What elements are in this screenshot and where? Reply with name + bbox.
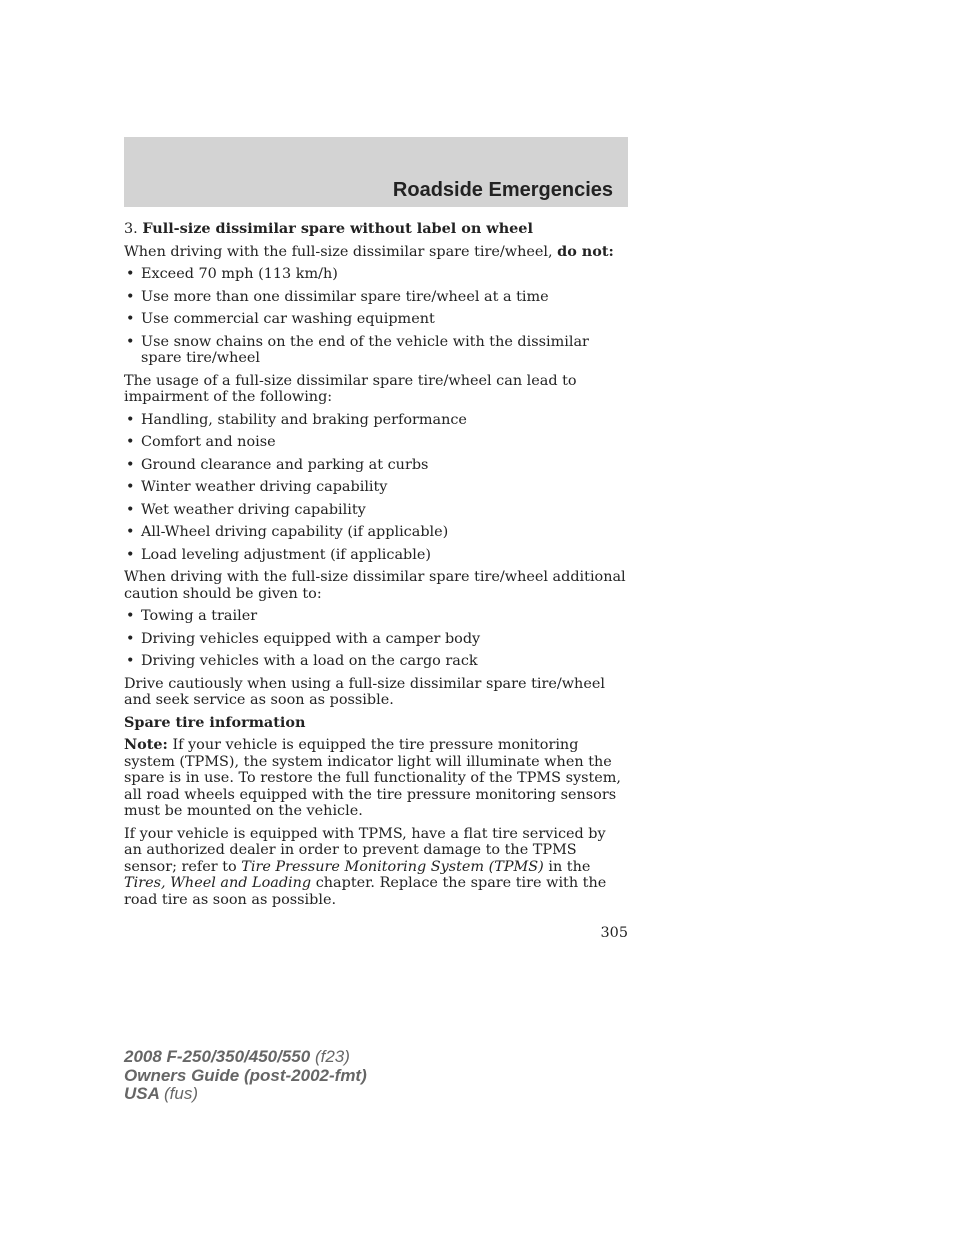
- tpms-paragraph: If your vehicle is equipped with TPMS, have a flat tire serviced by an authorized dealer in order to prevent damage to the TPMS sensor; refer to Tire Pressure Monitoring System (TPMS) in the Tires, Wheel and Loading chapter. Replace the spare tire with the road tire as soon as possible.: [124, 825, 607, 908]
- list-item: • Winter weather driving capability: [124, 479, 628, 496]
- list-item: • Wet weather driving capability: [124, 502, 628, 519]
- footer-region-line: USA (fus): [124, 1084, 198, 1103]
- cautions-list: [124, 608, 628, 670]
- chapter-reference: Tires, Wheel and Loading: [124, 875, 312, 891]
- list-item: • Use commercial car washing equipment: [124, 311, 628, 328]
- list-item: • Exceed 70 mph (113 km/h): [124, 266, 628, 283]
- list-item: • Ground clearance and parking at curbs: [124, 457, 628, 474]
- page-content: [124, 221, 628, 914]
- section-title: Roadside Emergencies: [392, 179, 613, 201]
- page-number: 305: [600, 925, 628, 941]
- list-item: • Driving vehicles equipped with a camper body: [124, 631, 628, 648]
- list-item: • Towing a trailer: [124, 608, 628, 625]
- caution-intro: When driving with the full-size dissimilar spare tire/wheel additional caution should be given to:: [124, 569, 626, 602]
- section-3-heading: 3. Full-size dissimilar spare without label on wheel: [124, 220, 533, 237]
- donts-intro: When driving with the full-size dissimilar spare tire/wheel, do not:: [124, 242, 614, 260]
- list-item: • Handling, stability and braking performance: [124, 412, 628, 429]
- donts-list: [124, 266, 628, 367]
- list-item: • Driving vehicles with a load on the cargo rack: [124, 653, 628, 670]
- impairments-list: [124, 412, 628, 564]
- list-item: • Load leveling adjustment (if applicable): [124, 547, 628, 564]
- list-item: • Use snow chains on the end of the vehicle with the dissimilar spare tire/wheel: [124, 334, 628, 367]
- tpms-reference: Tire Pressure Monitoring System (TPMS): [241, 858, 544, 875]
- impairment-intro: The usage of a full-size dissimilar spare tire/wheel can lead to impairment of the following:: [124, 372, 577, 405]
- list-item: • Use more than one dissimilar spare tire/wheel at a time: [124, 289, 628, 306]
- section-header-bar: [124, 137, 628, 207]
- footer-guide-line: Owners Guide (post-2002-fmt): [124, 1065, 367, 1085]
- document-footer: [124, 1048, 367, 1104]
- closing-paragraph: Drive cautiously when using a full-size dissimilar spare tire/wheel and seek service as soon as possible.: [124, 675, 605, 708]
- list-item: • Comfort and noise: [124, 434, 628, 451]
- spare-info-heading: Spare tire information: [124, 713, 306, 731]
- note-paragraph: Note: If your vehicle is equipped the tire pressure monitoring system (TPMS), the system indicator light will illuminate when the spare is in use. To restore the full functionality of the TPMS system, all road wheels equipped with the tire pressure monitoring sensors must be mounted on the vehicle.: [124, 736, 621, 819]
- footer-model-line: 2008 F-250/350/450/550 (f23): [124, 1047, 350, 1066]
- list-item: • All-Wheel driving capability (if applicable): [124, 524, 628, 541]
